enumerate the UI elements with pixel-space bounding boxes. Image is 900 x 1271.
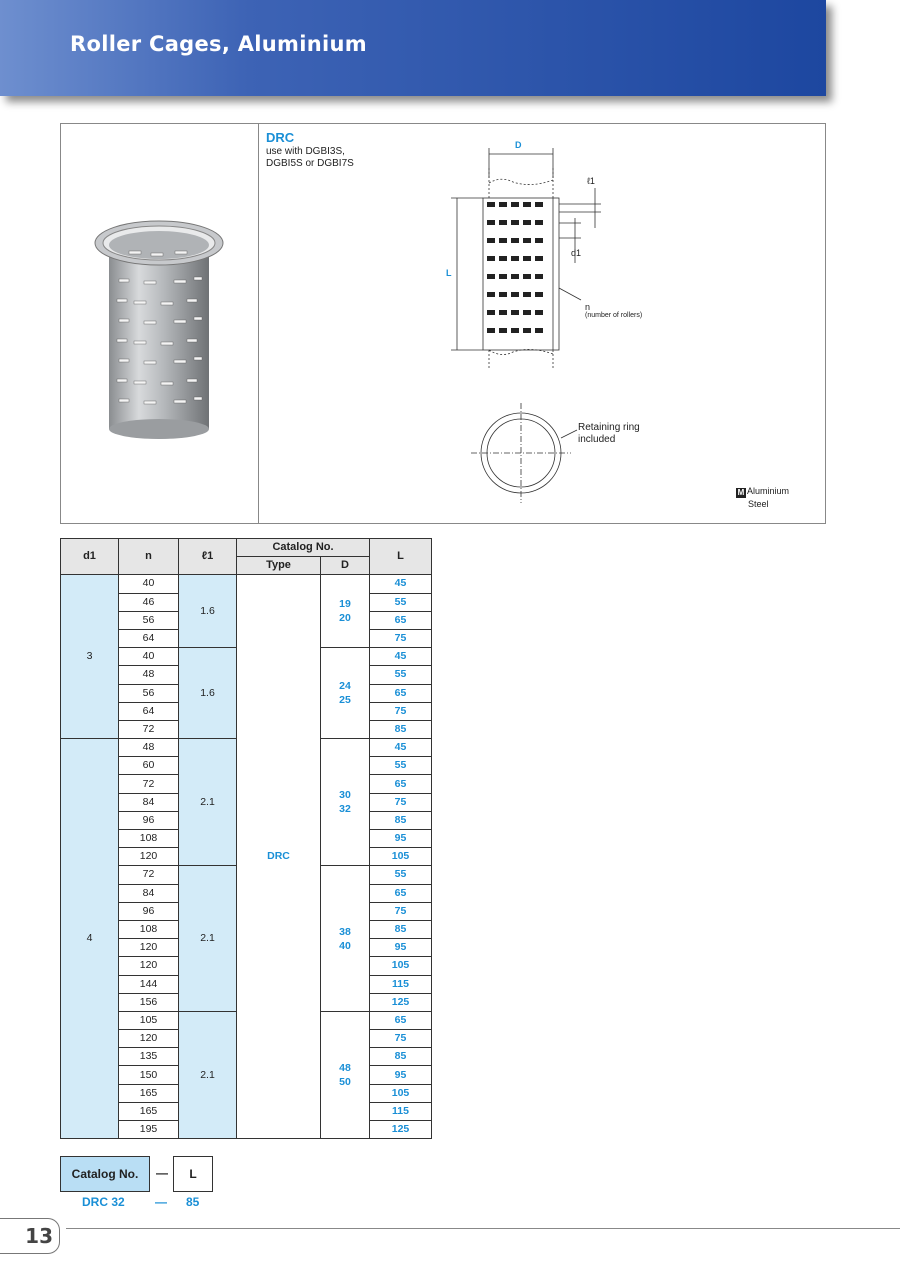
cell-n: 72 [119, 866, 179, 884]
cell-L: 55 [370, 666, 432, 684]
cell-L: 85 [370, 811, 432, 829]
ring-label-1: Retaining ring [578, 422, 640, 433]
cell-n: 56 [119, 611, 179, 629]
dim-n-note: (number of rollers) [585, 312, 643, 319]
cell-L: 65 [370, 1011, 432, 1029]
order-L-label: L [173, 1156, 213, 1192]
cell-n: 105 [119, 1011, 179, 1029]
header-L: L [370, 539, 432, 575]
cell-l1: 2.1 [179, 739, 237, 866]
cell-L: 105 [370, 957, 432, 975]
header-catalog: Catalog No. [237, 539, 370, 557]
dim-D-label: D [515, 140, 522, 150]
spec-table-body [61, 575, 432, 1139]
cell-L: 75 [370, 1030, 432, 1048]
cell-d1: 3 [61, 575, 119, 739]
order-catalog-value: DRC 32 [82, 1195, 125, 1209]
header-banner [0, 0, 826, 96]
cell-L: 65 [370, 884, 432, 902]
cell-n: 48 [119, 666, 179, 684]
product-description: use with DGBI3S, DGBI5S or DGBI7S [266, 146, 354, 169]
cell-L: 85 [370, 920, 432, 938]
cell-L: 45 [370, 575, 432, 593]
cell-d1: 4 [61, 739, 119, 1139]
cell-n: 195 [119, 1121, 179, 1139]
material-steel: Steel [748, 499, 769, 509]
cell-n: 40 [119, 575, 179, 593]
cell-L: 105 [370, 848, 432, 866]
cell-L: 65 [370, 775, 432, 793]
spec-table [60, 538, 432, 1139]
cell-L: 75 [370, 793, 432, 811]
cell-n: 144 [119, 975, 179, 993]
cell-n: 120 [119, 848, 179, 866]
roller-cage-photo [89, 209, 229, 449]
ring-label-2: included [578, 434, 616, 445]
header-D: D [321, 557, 370, 575]
cell-l1: 2.1 [179, 866, 237, 1012]
cell-L: 125 [370, 993, 432, 1011]
cell-n: 60 [119, 757, 179, 775]
page-title: Roller Cages, Aluminium [70, 32, 367, 56]
cell-D: 30 32 [321, 739, 370, 866]
cell-L: 95 [370, 1066, 432, 1084]
header-d1: d1 [61, 539, 119, 575]
figure-box [60, 123, 826, 524]
cell-n: 135 [119, 1048, 179, 1066]
cell-l1: 2.1 [179, 1011, 237, 1138]
cell-L: 115 [370, 1102, 432, 1120]
cell-L: 55 [370, 866, 432, 884]
technical-drawing [441, 138, 671, 518]
cell-n: 120 [119, 1030, 179, 1048]
cell-n: 96 [119, 811, 179, 829]
cell-n: 56 [119, 684, 179, 702]
cell-n: 84 [119, 793, 179, 811]
cell-L: 75 [370, 629, 432, 647]
order-dash-value: — [155, 1195, 167, 1209]
cell-n: 165 [119, 1084, 179, 1102]
cell-l1: 1.6 [179, 575, 237, 648]
dim-d1-label: d1 [571, 248, 582, 258]
cell-n: 108 [119, 830, 179, 848]
cell-L: 55 [370, 593, 432, 611]
cell-L: 95 [370, 939, 432, 957]
product-code: DRC [266, 130, 295, 145]
cell-L: 45 [370, 648, 432, 666]
cell-D: 19 20 [321, 575, 370, 648]
material-legend [736, 485, 789, 510]
footer-line [66, 1228, 900, 1229]
table-row [61, 575, 432, 593]
cell-n: 72 [119, 720, 179, 738]
cell-L: 45 [370, 739, 432, 757]
cell-D: 38 40 [321, 866, 370, 1012]
cell-l1: 1.6 [179, 648, 237, 739]
dim-n-label: n [585, 302, 591, 312]
cell-type: DRC [237, 575, 321, 1139]
figure-divider [258, 124, 259, 523]
cell-n: 46 [119, 593, 179, 611]
page-number: 13 [0, 1218, 60, 1254]
cell-L: 65 [370, 611, 432, 629]
cell-L: 55 [370, 757, 432, 775]
cell-n: 64 [119, 629, 179, 647]
cell-n: 165 [119, 1102, 179, 1120]
cell-n: 96 [119, 902, 179, 920]
cell-L: 105 [370, 1084, 432, 1102]
cell-n: 120 [119, 957, 179, 975]
cell-L: 85 [370, 1048, 432, 1066]
cell-L: 125 [370, 1121, 432, 1139]
order-L-value: 85 [186, 1195, 200, 1209]
cell-n: 48 [119, 739, 179, 757]
header-type: Type [237, 557, 321, 575]
dim-l1-label: ℓ1 [587, 176, 595, 186]
material-mark: M [737, 488, 745, 497]
order-catalog-label: Catalog No. [60, 1156, 150, 1192]
cell-L: 65 [370, 684, 432, 702]
header-l1: ℓ1 [179, 539, 237, 575]
cell-n: 150 [119, 1066, 179, 1084]
cell-L: 85 [370, 720, 432, 738]
cell-n: 156 [119, 993, 179, 1011]
order-dash: — [156, 1166, 168, 1180]
cell-n: 72 [119, 775, 179, 793]
cell-n: 64 [119, 702, 179, 720]
cell-L: 75 [370, 702, 432, 720]
cell-D: 48 50 [321, 1011, 370, 1138]
material-aluminium: Aluminium [747, 486, 790, 496]
cell-n: 40 [119, 648, 179, 666]
dim-L-label: L [446, 268, 452, 278]
cell-n: 108 [119, 920, 179, 938]
cell-D: 24 25 [321, 648, 370, 739]
cell-L: 75 [370, 902, 432, 920]
cell-L: 95 [370, 830, 432, 848]
header-n: n [119, 539, 179, 575]
cell-n: 120 [119, 939, 179, 957]
cell-n: 84 [119, 884, 179, 902]
cell-L: 115 [370, 975, 432, 993]
